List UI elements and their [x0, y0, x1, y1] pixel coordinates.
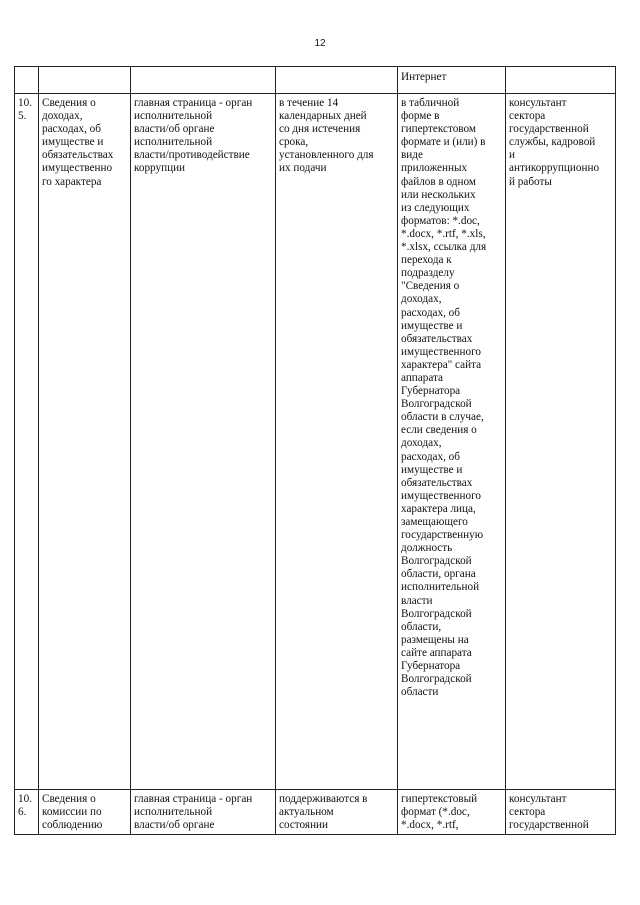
table-cell	[276, 67, 398, 94]
table-row	[15, 67, 616, 94]
info-location: главная страница - орган исполнительной власти/об органе	[131, 790, 276, 835]
page-number: 12	[314, 38, 326, 49]
table-row	[15, 790, 616, 835]
info-name: Сведения о доходах, расходах, об имуществе и обязательствах имущественно го характера	[39, 94, 131, 790]
table-cell	[39, 67, 131, 94]
info-name: Сведения о комиссии по соблюдению	[39, 790, 131, 835]
info-period: поддерживаются в актуальном состоянии	[276, 790, 398, 835]
row-number: 10. 5.	[15, 94, 39, 790]
info-responsible: консультант сектора государственной службы, кадровой и антикоррупционно й работы	[506, 94, 616, 790]
table-cell-internet: Интернет	[398, 67, 506, 94]
info-period: в течение 14 календарных дней со дня истечения срока, установленного для их подачи	[276, 94, 398, 790]
info-format: в табличной форме в гипертекстовом формате и (или) в виде приложенных файлов в одном или нескольких из следующих форматов: *.doc, *.docx, *.rtf, *.xls, *.xlsx, ссылка для перехода к подразделу "Сведения о доходах, расходах, об имуществе и обязательствах имущественного характера" сайта аппарата Губернатора Волгоградской области в случае, если сведения о доходах, расходах, об имуществе и обязательствах имущественного характера лица, замещающего государственную должность Волгоградской области, органа исполнительной власти Волгоградской области, размещены на сайте аппарата Губернатора Волгоградской области	[398, 94, 506, 790]
info-location: главная страница - орган исполнительной власти/об органе исполнительной власти/противодействие коррупции	[131, 94, 276, 790]
row-number: 10. 6.	[15, 790, 39, 835]
table-cell	[131, 67, 276, 94]
table-cell	[506, 67, 616, 94]
info-responsible: консультант сектора государственной	[506, 790, 616, 835]
table-cell	[15, 67, 39, 94]
document-table	[14, 66, 616, 835]
table-row	[15, 94, 616, 790]
info-format: гипертекстовый формат (*.doc, *.docx, *.rtf,	[398, 790, 506, 835]
